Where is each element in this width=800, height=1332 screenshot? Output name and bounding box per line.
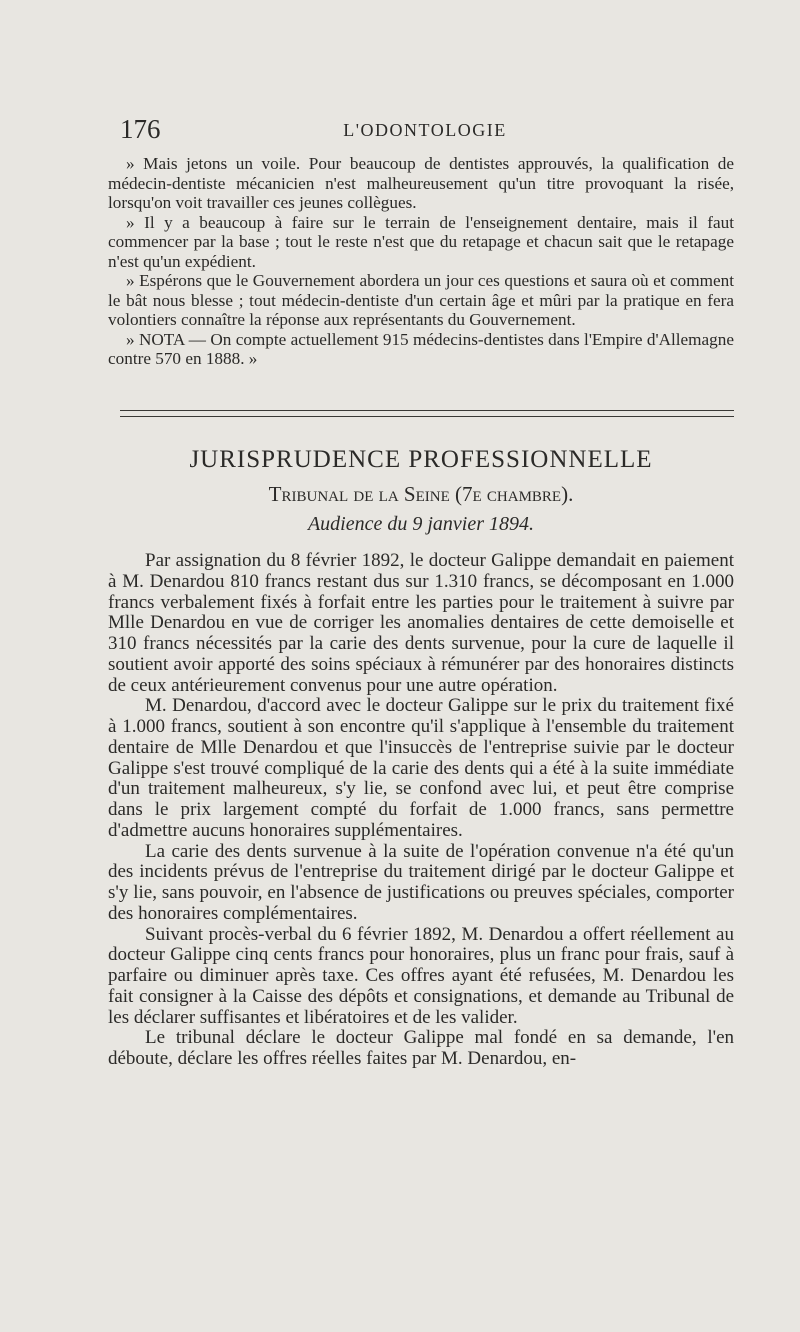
intro-text [108, 154, 734, 369]
intro-paragraph: » NOTA — On compte actuellement 915 médecins-dentistes dans l'Empire d'Allemagne contre 570 en 1888. » [108, 329, 734, 368]
body-paragraph: Suivant procès-verbal du 6 février 1892, M. Denardou a offert réellement au docteur Galippe cinq cents francs pour honoraires, plus un franc pour frais, sauf à parfaire ou diminuer après taxe. Ces offres ayant été refusées, M. Denardou les fait consigner à la Caisse des dépôts et consignations, et demande au Tribunal de les déclarer suffisantes et libératoires et de les valider. [108, 923, 734, 1028]
section-divider-top [120, 410, 734, 411]
judgment-text [108, 551, 734, 1070]
page-header [120, 114, 730, 144]
page-number: 176 [120, 114, 161, 144]
running-title: L'ODONTOLOGIE [343, 120, 507, 140]
body-paragraph: M. Denardou, d'accord avec le docteur Galippe sur le prix du traitement fixé à 1.000 francs, soutient à son encontre qu'il s'applique à l'ensemble du traitement dentaire de Mlle Denardou et que l'insuccès de l'entreprise suivie par le docteur Galippe s'est trouvé compliqué de la carie des dents qui a été à la suite immédiate d'un traitement malheureux, s'y lie, se confond avec lui, et peut être comprise dans le prix largement compté du forfait de 1.000 francs, sans permettre d'admettre aucuns honoraires supplémentaires. [108, 695, 734, 841]
body-paragraph: La carie des dents survenue à la suite de l'opération convenue n'a été qu'un des incidents prévus de l'entreprise du traitement dirigé par le docteur Galippe et s'y lie, sans pouvoir, en l'absence de justifications ou preuves spéciales, comporter des honoraires complémentaires. [108, 840, 734, 924]
court-subtitle: Tribunal de la Seine (7e chambre). [268, 482, 574, 506]
intro-paragraph: » Il y a beaucoup à faire sur le terrain de l'enseignement dentaire, mais il faut commencer par la base ; tout le reste n'est que du retapage et chacun sait que le retapage n'est qu'un expédient. [108, 212, 734, 271]
intro-paragraph: » Mais jetons un voile. Pour beaucoup de dentistes approuvés, la qualification de médecin-dentiste mécanicien n'est malheureusement qu'un titre provoquant la risée, lorsqu'on voit travailler ces jeunes collègues. [108, 154, 734, 212]
section-title: JURISPRUDENCE PROFESSIONNELLE [189, 446, 653, 473]
body-paragraph: Par assignation du 8 février 1892, le docteur Galippe demandait en paiement à M. Denardou 810 francs restant dus sur 1.310 francs, se décomposant en 1.000 francs verbalement fixés à forfait entre les parties pour le traitement à suivre par Mlle Denardou en vue de corriger les anomalies dentaires de cette demoiselle et 310 francs nécessités par la carie des dents survenue, pour la cure de laquelle il soutient avoir apporté des soins spéciaux à rémunérer par des honoraires distincts de ceux antérieurement convenus pour une autre opération. [108, 550, 734, 696]
intro-paragraph: » Espérons que le Gouvernement abordera un jour ces questions et saura où et comment le bât nous blesse ; tout médecin-dentiste d'un certain âge et mûri par la pratique en fera volontiers connaître la réponse aux représentants du Gouvernement. [108, 271, 734, 329]
hearing-date: Audience du 9 janvier 1894. [307, 513, 535, 535]
body-paragraph: Le tribunal déclare le docteur Galippe mal fondé en sa demande, l'en déboute, déclare les offres réelles faites par M. Denardou, en- [108, 1027, 734, 1069]
section-divider-bottom [120, 416, 734, 417]
